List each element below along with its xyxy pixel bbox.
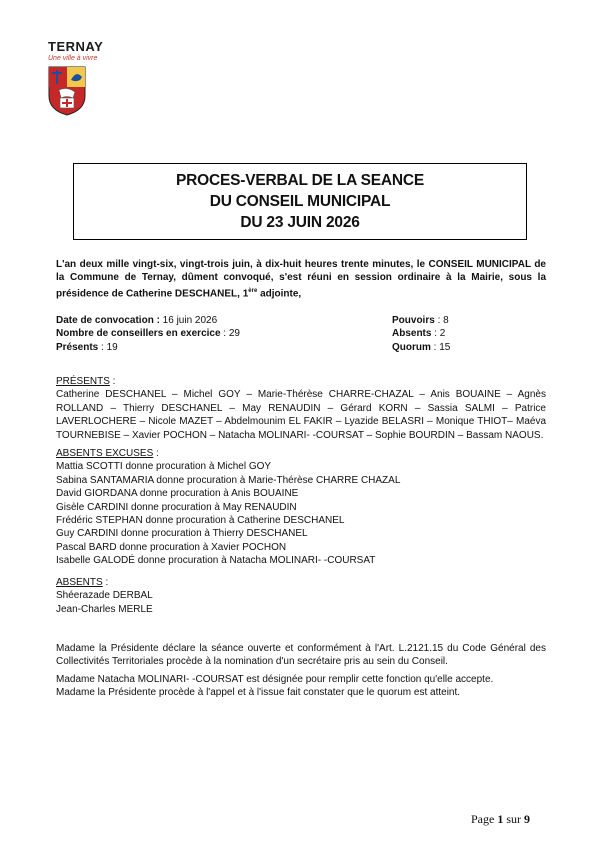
- title-line-2: DU CONSEIL MUNICIPAL: [209, 193, 391, 210]
- excuse-item: Gisèle CARDINI donne procuration à May RENAUDIN: [56, 501, 297, 513]
- excuse-item: Frédéric STEPHAN donne procuration à Catherine DESCHANEL: [56, 514, 345, 526]
- meta-convocation: [56, 314, 356, 327]
- page-total: 9: [524, 812, 530, 826]
- meta-pouvoirs-value: : 8: [434, 315, 449, 326]
- excuse-item: Pascal BARD donne procuration à Xavier POCHON: [56, 541, 287, 553]
- presents-heading: [56, 375, 546, 388]
- excuses-heading: [56, 447, 546, 460]
- intro-part-1: L'an deux mille vingt-six, vingt-trois juin, à dix-huit heures trente minutes, le: [56, 259, 429, 270]
- presents-heading-suffix: :: [109, 376, 116, 387]
- meta-pouvoirs: [392, 314, 542, 327]
- meta-exercice-value: : 29: [220, 328, 240, 340]
- coat-of-arms-icon: [48, 66, 86, 116]
- presents-section: [56, 375, 546, 442]
- meta-right: [392, 314, 542, 354]
- meta-absents-value: : 2: [431, 328, 446, 340]
- excuses-heading-text: ABSENTS EXCUSES: [56, 448, 154, 459]
- title-line-3: DU 23 JUIN 2026: [240, 214, 360, 231]
- absents-heading-suffix: :: [102, 577, 109, 588]
- meta-convocation-value: 16 juin 2026: [159, 315, 218, 326]
- excuse-item: Isabelle GALODÉ donne procuration à Natacha MOLINARI- -COURSAT: [56, 555, 376, 567]
- absents-heading: [56, 576, 546, 589]
- presents-heading-text: PRÉSENTS: [56, 376, 110, 387]
- closing-paragraph: Madame la Présidente déclare la séance ouverte et conformément à l'Art. L.2121.15 du Code Général des Collectivités Territoriales procède à la nomination d'un secrétaire pris au sein du Conseil.: [56, 643, 546, 668]
- closing-paragraph: Madame la Présidente procède à l'appel et à l'issue fait constater que le quorum est atteint.: [56, 687, 461, 699]
- meta-convocation-label: Date de convocation :: [56, 315, 160, 326]
- excuses-section: [56, 447, 546, 568]
- intro-paragraph: [56, 258, 546, 301]
- absents-heading-text: ABSENTS: [56, 577, 103, 588]
- intro-part-2: de la Commune de Ternay, dûment convoqué, s'est réuni en session ordinaire à la Mairie, sous la présidence de Catherine DESCHANEL, 1: [56, 259, 546, 300]
- closing-paragraph: Madame Natacha MOLINARI- -COURSAT est désignée pour remplir cette fonction qu'elle accepte.: [56, 673, 494, 685]
- meta-exercice: [56, 327, 356, 340]
- meta-exercice-label: Nombre de conseillers en exercice: [56, 328, 221, 340]
- excuses-heading-suffix: :: [153, 448, 159, 459]
- meta-pouvoirs-label: Pouvoirs: [392, 315, 435, 326]
- page-of: sur: [503, 812, 524, 826]
- town-logo: [48, 40, 118, 121]
- excuse-item: Sabina SANTAMARIA donne procuration à Marie-Thérèse CHARRE CHAZAL: [56, 474, 401, 486]
- meta-quorum: [392, 341, 542, 354]
- page-current: 1: [497, 812, 504, 826]
- intro-part-3: adjointe,: [257, 288, 302, 300]
- meta-quorum-label: Quorum: [392, 341, 431, 353]
- meta-absents-label: Absents: [392, 328, 432, 340]
- closing-section: [56, 642, 546, 704]
- meta-left: [56, 314, 356, 354]
- intro-superscript: ère: [248, 287, 258, 294]
- meta-absents: [392, 327, 542, 340]
- meta-presents: [56, 341, 356, 354]
- title-box: [73, 163, 527, 240]
- excuse-item: David GIORDANA donne procuration à Anis BOUAINE: [56, 488, 299, 500]
- page-number: [471, 812, 530, 827]
- meta-presents-label: Présents: [56, 341, 99, 353]
- excuse-item: Guy CARDINI donne procuration à Thierry DESCHANEL: [56, 528, 308, 540]
- meta-presents-value: : 19: [98, 341, 118, 353]
- meta-quorum-value: : 15: [430, 341, 451, 353]
- absent-item: Jean-Charles MERLE: [56, 603, 153, 615]
- title-line-1: PROCES-VERBAL DE LA SEANCE: [176, 172, 424, 189]
- absents-section: [56, 576, 546, 616]
- logo-tagline: Une ville à vivre: [48, 55, 98, 62]
- page-label: Page: [471, 812, 498, 826]
- intro-council: CONSEIL MUNICIPAL: [428, 259, 531, 270]
- presents-list: Catherine DESCHANEL – Michel GOY – Marie-Thérèse CHARRE-CHAZAL – Anis BOUAINE – Agnès ROLLAND – Thierry DESCHANEL – May RENAUDIN – Gérard KORN – Sassia SALMI – Patrice LAVERLOCHERE – Nicole MAZET – Abdelmounim EL FAKIR – Lyazide BELASRI – Monique THIOT– Maéva TOURNEBISE – Xavier POCHON – Natacha MOLINARI- -COURSAT – Sophie BOURDIN – Bassam NAOUS.: [56, 389, 546, 441]
- excuse-item: Mattia SCOTTI donne procuration à Michel GOY: [56, 461, 272, 473]
- logo-town-name: TERNAY: [48, 39, 104, 54]
- absent-item: Shéerazade DERBAL: [56, 590, 153, 602]
